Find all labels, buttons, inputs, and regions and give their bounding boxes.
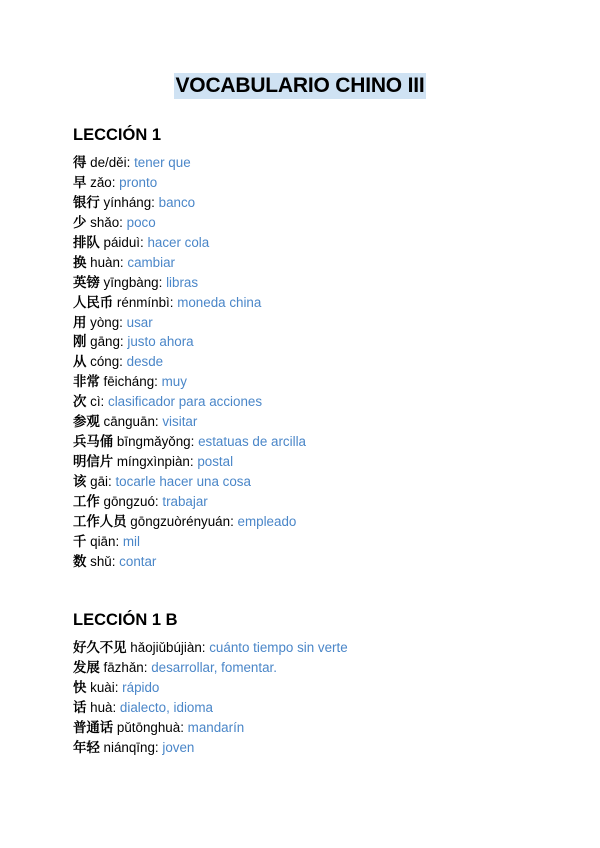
vocab-hanzi: 从 [73,355,87,371]
vocab-meaning: joven [162,739,195,755]
vocab-hanzi: 早 [73,175,87,191]
vocab-pinyin: yòng [90,314,120,330]
vocab-item [73,738,348,758]
vocab-separator: : [112,699,120,715]
vocab-hanzi: 排队 [73,235,100,251]
vocab-hanzi: 工作 [73,494,100,510]
vocab-hanzi: 非常 [73,375,100,391]
vocab-separator: : [100,394,108,410]
vocab-hanzi: 发展 [73,660,100,676]
vocab-item [73,392,306,412]
vocab-pinyin: shǎo [90,214,120,230]
vocab-meaning: banco [158,194,196,210]
vocab-pinyin: kuài [90,679,115,695]
vocab-separator: : [189,454,198,470]
vocab-hanzi: 刚 [73,335,87,351]
vocab-pinyin: niánqīng [103,739,155,755]
vocab-item [73,173,306,193]
vocab-meaning: mandarín [187,719,245,735]
vocab-pinyin: huàn [90,254,120,270]
vocab-separator: : [158,274,167,290]
vocab-pinyin: de/děi [90,155,127,170]
vocab-hanzi: 工作人员 [73,514,127,530]
vocab-item [73,313,306,333]
vocab-item [73,658,348,678]
vocab-hanzi: 少 [73,215,87,231]
vocab-item [73,552,306,572]
vocab-separator: : [114,679,123,695]
vocab-meaning: empleado [237,513,297,529]
vocab-hanzi: 该 [73,475,87,490]
vocab-meaning: poco [126,214,156,230]
vocab-meaning: postal [197,454,234,470]
vocab-pinyin: cānguān [103,414,155,430]
vocab-meaning: contar [119,553,157,569]
vocab-hanzi: 千 [73,534,87,550]
vocab-meaning: desarrollar, fomentar. [151,659,277,675]
vocab-separator: : [154,374,162,390]
vocab-pinyin: míngxìnpiàn [116,454,190,470]
vocab-pinyin: hǎojiǔbújiàn [130,640,202,655]
vocab-separator: : [169,294,178,310]
vocab-meaning: libras [166,274,199,290]
vocab-item [73,698,348,718]
vocab-pinyin: shǔ [90,553,112,569]
vocab-hanzi: 好久不见 [73,641,127,656]
vocab-pinyin: cì [90,394,101,410]
section-heading-leccion-1: LECCIÓN 1 [73,126,162,144]
vocab-pinyin: gōngzuó [103,493,155,509]
vocab-meaning: cuánto tiempo sin verte [209,640,348,655]
vocab-pinyin: bīngmǎyǒng [116,434,191,450]
vocab-meaning: muy [161,374,187,390]
vocab-separator: : [230,513,238,529]
vocab-meaning: trabajar [162,493,208,509]
document-title: VOCABULARIO CHINO III [175,74,425,97]
vocab-item [73,372,306,392]
vocab-separator: : [119,214,127,230]
vocab-meaning: estatuas de arcilla [198,434,306,450]
vocab-separator: : [119,354,127,370]
vocab-separator: : [119,254,128,270]
vocab-hanzi: 数 [73,554,87,570]
vocab-meaning: usar [126,314,153,330]
vocab-pinyin: qiān [90,533,116,549]
title-container [0,73,600,99]
vocab-item [73,332,306,352]
vocab-hanzi: 明信片 [73,455,114,471]
vocab-hanzi: 次 [73,395,87,411]
vocab-item [73,452,306,472]
vocab-hanzi: 年轻 [73,740,100,756]
vocab-pinyin: gāng [90,334,120,350]
vocab-item [73,432,306,452]
vocab-item [73,718,348,738]
vocab-separator: : [119,314,127,330]
vocab-meaning: tener que [134,155,191,170]
vocab-separator: : [180,719,188,735]
vocab-item [73,638,348,658]
vocab-meaning: mil [122,533,141,549]
vocab-hanzi: 兵马俑 [73,435,114,451]
vocab-meaning: hacer cola [147,234,210,250]
vocab-pinyin: cóng [90,354,120,370]
vocab-pinyin: fēicháng [103,374,155,390]
vocab-item [73,273,306,293]
vocab-pinyin: fāzhǎn [103,659,144,675]
vocab-pinyin: rénmínbì [116,294,170,310]
vocab-item [73,492,306,512]
vocab-hanzi: 话 [73,700,87,716]
vocab-item [73,153,306,173]
vocab-separator: : [111,553,120,569]
vocab-separator: : [140,234,148,250]
vocab-separator: : [111,174,120,190]
vocab-pinyin: gōngzuòrényuán [130,513,231,529]
vocab-item [73,233,306,253]
vocab-separator: : [115,533,123,549]
vocab-hanzi: 用 [73,315,87,331]
vocab-meaning: visitar [162,414,198,430]
vocab-meaning: clasificador para acciones [108,394,263,410]
vocab-meaning: rápido [122,679,160,695]
vocab-meaning: moneda china [177,294,262,310]
vocab-meaning: justo ahora [127,334,194,350]
vocab-hanzi: 快 [73,680,87,696]
vocab-pinyin: páiduì [103,234,140,250]
vocab-hanzi: 英镑 [73,275,100,291]
vocab-separator: : [143,659,152,675]
vocab-list-leccion-1 [73,153,306,572]
vocab-meaning: tocarle hacer una cosa [115,474,251,489]
vocab-separator: : [151,194,159,210]
vocab-separator: : [201,640,210,655]
vocab-separator: : [119,334,128,350]
vocab-pinyin: zǎo [90,174,112,190]
section-heading-leccion-1b: LECCIÓN 1 B [73,611,178,629]
vocab-separator: : [108,474,116,489]
vocab-pinyin: pǔtōnghuà [116,719,181,735]
vocab-item [73,512,306,532]
vocab-pinyin: huà [90,699,113,715]
vocab-separator: : [190,434,199,450]
vocab-item [73,532,306,552]
vocab-separator: : [154,739,163,755]
vocab-hanzi: 人民币 [73,295,114,311]
vocab-hanzi: 得 [73,156,87,171]
vocab-item [73,193,306,213]
vocab-item [73,352,306,372]
vocab-item [73,253,306,273]
vocab-separator: : [154,493,163,509]
vocab-meaning: desde [126,354,164,370]
vocab-item [73,678,348,698]
vocab-meaning: cambiar [127,254,176,270]
vocab-pinyin: yīngbàng [103,274,159,290]
vocab-item [73,412,306,432]
vocab-separator: : [126,155,135,170]
vocab-hanzi: 参观 [73,415,100,431]
vocab-hanzi: 换 [73,255,87,271]
vocab-list-leccion-1b [73,638,348,758]
vocab-pinyin: gāi [90,474,108,489]
vocab-separator: : [154,414,163,430]
vocab-item [73,213,306,233]
vocab-hanzi: 普通话 [73,720,114,736]
vocab-pinyin: yínháng [103,194,152,210]
vocab-hanzi: 银行 [73,195,100,211]
vocab-meaning: pronto [119,174,158,190]
vocab-meaning: dialecto, idioma [119,699,213,715]
vocab-item [73,293,306,313]
vocab-item [73,472,306,492]
